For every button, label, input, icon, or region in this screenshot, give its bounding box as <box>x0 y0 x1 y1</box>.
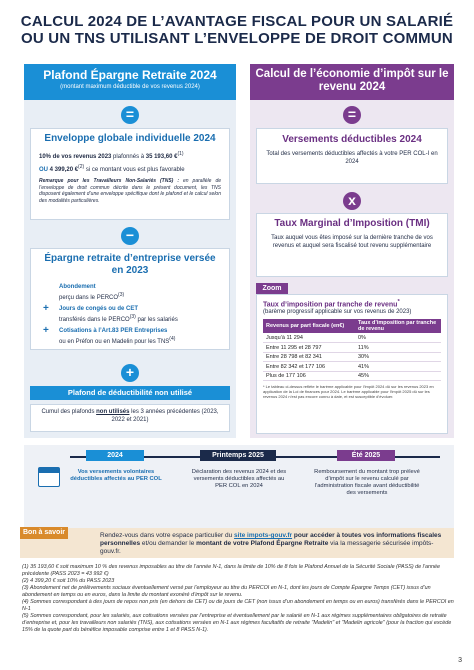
versements-title: Versements déductibles 2024 <box>282 134 422 145</box>
tmi-title: Taux Marginal d’Imposition (TMI) <box>274 218 430 229</box>
tax-table <box>263 319 441 381</box>
bon-a-savoir-tag: Bon à savoir <box>20 527 68 539</box>
zoom-subtitle: (barème progressif applicable sur vos revenus de 2023) <box>263 309 412 316</box>
plus-icon: + <box>43 303 49 314</box>
page-title: CALCUL 2024 DE L’AVANTAGE FISCAL POUR UN SALARIÉ OU UN TNS UTILISANT L’ENVELOPPE DE DROIT COMMUN <box>20 13 454 47</box>
timeline-step-text: Vos versements volontaires déductibles affectés au PER COL <box>70 469 162 482</box>
table-row: Entre 28 798 et 82 341 30% <box>263 352 441 362</box>
non-utilise-text: Cumul des plafonds non utilisés les 3 années précédentes (2023, 2022 et 2021) <box>41 409 219 423</box>
table-row: Jusqu’à 11 294 0% <box>263 333 441 343</box>
left-header-subtitle: (montant maximum déductible de vos revenus 2024) <box>60 84 200 90</box>
footnote: (3) Abondement net de prélèvements sociaux éventuellement versé par l’employeur au titre du PERCOI en N-1, dont les jours de Compte Épargne Temps (CET) issus d’un abondement en temps ou en euros, dans la limite du montant exonéré d’impôt sur le revenu. <box>22 585 431 598</box>
left-header <box>24 64 236 100</box>
plus-icon: + <box>43 325 49 336</box>
table-row: Entre 11 295 et 28 797 11% <box>263 343 441 353</box>
page-number: 3 <box>458 657 462 664</box>
zoom-card <box>256 294 448 434</box>
minus-icon: − <box>121 227 139 245</box>
versements-text: Total des versements déductibles affectés à votre PER COL-I en 2024 <box>266 151 438 165</box>
bon-a-savoir-text: Rendez-vous dans votre espace particulier du site impots-gouv.fr pour accéder à toutes vos informations fiscales personnelles et/ou demander le montant de votre Plafond Épargne Retraite via la messagerie sécurisée impôts-gouv.fr. <box>100 532 442 555</box>
tax-col-header: Taux d’imposition par tranche de revenu <box>355 319 441 333</box>
footnote: (2) 4 399,20 € soit 10% du PASS 2023 <box>22 578 115 584</box>
versements-card <box>256 128 448 184</box>
timeline-step-label: 2024 <box>86 450 144 461</box>
zoom-note: * Le tableau ci-dessus reflète le barème applicable pour l’impôt 2024 dû sur les revenus 2023 en application de la Loi de finances pour 2024. Le barème applicable pour l’impôt 2025 dû sur les revenus 2024 n’est pas encore connu à date, et est susceptible d’évoluer. <box>263 384 434 400</box>
footnotes <box>22 564 454 634</box>
non-utilise-card <box>30 404 230 432</box>
equals-icon: = <box>121 106 139 124</box>
table-row: Plus de 177 106 45% <box>263 371 441 381</box>
left-header-title: Plafond Épargne Retraite 2024 <box>43 68 217 82</box>
epargne-card <box>30 248 230 350</box>
envelope-line1: 10% de vos revenus 2023 plafonnés à 35 193,60 €$^{(1)}$ <box>39 151 184 160</box>
envelope-remark: Remarque pour les Travailleurs Non-Salariés (TNS) : en parallèle de l’enveloppe de droit commun décrite dans le présent document, les TNS disposent également d’une enveloppe spécifique dont le plafond et le calcul selon des modalités particulières. <box>39 178 222 204</box>
impots-gouv-link[interactable]: site impots-gouv.fr <box>234 532 293 539</box>
envelope-card <box>30 128 230 220</box>
plus-icon: + <box>121 364 139 382</box>
epargne-title: Épargne retraite d’entreprise versée en 2023 <box>44 253 216 276</box>
envelope-line2: OU 4 399,20 €$^{(2)}$ si ce montant vous est plus favorable <box>39 164 185 173</box>
epargne-item: + Cotisations à l’Art.83 PER Entreprises ou en Préfon ou en Madelin pour les TNS$^{(4)}$ <box>43 325 176 345</box>
equals-icon: = <box>343 106 361 124</box>
right-header: Calcul de l’économie d’impôt sur le revenu 2024 <box>250 64 454 100</box>
zoom-tag: Zoom <box>256 283 288 294</box>
times-icon: x <box>343 192 361 210</box>
calendar-icon <box>38 467 60 487</box>
epargne-item: Abondement perçu dans le PERCO$^{(3)}$ <box>59 284 125 301</box>
footnote: (4) Sommes correspondant à des jours de repos non pris (en dehors de CET) ou de jours de CET (non issus d’un abondement en temps ou en euros) transférés dans le PERCOI en N-1 <box>22 599 454 612</box>
timeline <box>24 445 454 535</box>
footnote: (5) Sommes correspondant, pour les salariés, aux cotisations versées par l’entreprise et éventuellement par le salarié en N-1 aux régimes supplémentaires obligatoires de retraite d’entreprise et, pour les travailleurs non salariés (TNS), aux cotisations versées en N-1 aux régimes facultatifs de retraite "Madelin" et "Madelin agricole" (pour la fraction qui excède 15% de la quote part du bénéfice imposable comprise entre 1 et 8 PASS N-1). <box>22 613 452 633</box>
epargne-item: + Jours de congés ou de CET transférés dans le PERCO$^{(3)}$ par les salariés <box>43 303 178 323</box>
table-row: Entre 82 342 et 177 106 41% <box>263 362 441 372</box>
tmi-card <box>256 213 448 277</box>
zoom-title: Taux d’imposition par tranche de revenu* <box>263 299 400 309</box>
timeline-step-text: Déclaration des revenus 2024 et des versements déductibles affectés au PER COL en 2024 <box>191 469 287 489</box>
timeline-step-label: Été 2025 <box>337 450 395 461</box>
footnote: (1) 35 193,60 € soit maximum 10 % des revenus imposables au titre de l’année N-1, dans la limite de 10% de 8 fois le Plafond Annuel de la Sécurité Sociale (PASS) de l’année précédente (PASS 2023 = 43 992 €) <box>22 564 441 577</box>
tax-col-header: Revenus par part fiscale (en€) <box>263 319 355 333</box>
tmi-text: Taux auquel vous êtes imposé sur la dernière tranche de vos revenus et auquel sera fiscalisé tout revenu supplémentaire <box>271 235 433 249</box>
envelope-title: Enveloppe globale individuelle 2024 <box>44 133 216 144</box>
non-utilise-bar: Plafond de déductibilité non utilisé <box>30 386 230 400</box>
timeline-step-text: Remboursement du montant trop prélevé d’impôt sur le revenu calculé par l’administration fiscale avant déductibilité des versements <box>314 469 420 496</box>
timeline-step-label: Printemps 2025 <box>200 450 276 461</box>
